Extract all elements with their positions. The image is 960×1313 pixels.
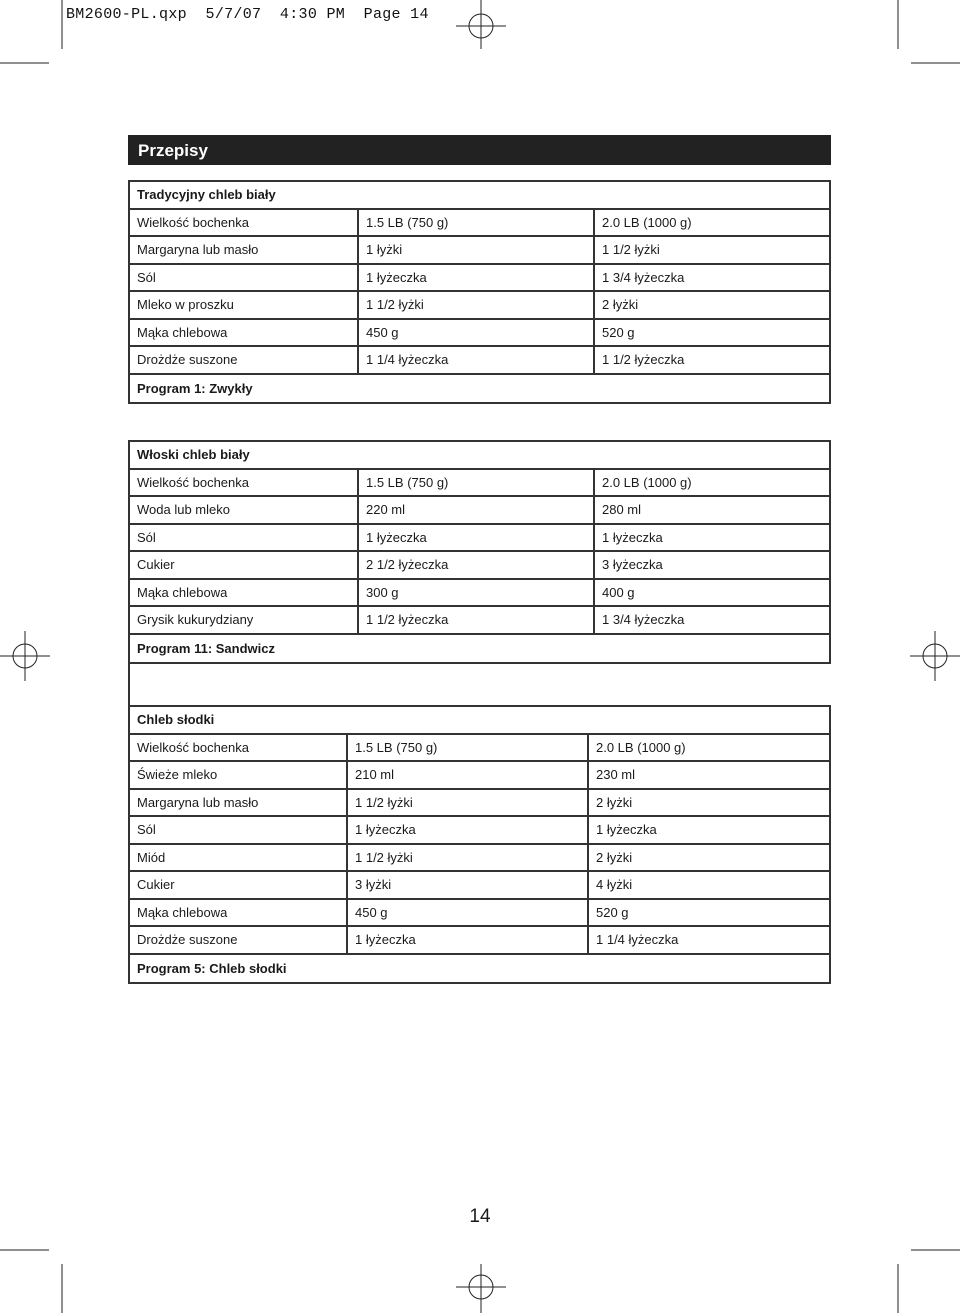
amount-large-cell: 1 łyżeczka <box>596 822 657 838</box>
amount-small-cell: 2 1/2 łyżeczka <box>359 552 595 578</box>
amount-small-cell: 300 g <box>359 580 595 606</box>
print-slug: BM2600-PL.qxp 5/7/07 4:30 PM Page 14 <box>66 6 429 23</box>
table-row <box>130 237 829 265</box>
ingredient-cell: Cukier <box>130 552 359 578</box>
amount-small-cell: 450 g <box>348 900 589 926</box>
table-row <box>130 900 829 928</box>
ingredient-cell: Sól <box>130 525 359 551</box>
amount-large-cell: 2.0 LB (1000 g) <box>602 214 692 230</box>
table-row <box>130 320 829 348</box>
ingredient-cell: Wielkość bochenka <box>130 210 359 236</box>
ingredient-cell: Grysik kukurydziany <box>130 607 359 633</box>
amount-large-cell: 1 1/4 łyżeczka <box>596 932 679 948</box>
amount-small-cell: 1 łyżeczka <box>359 525 595 551</box>
table-row <box>130 927 829 955</box>
amount-small-cell: 1 łyżeczka <box>348 817 589 843</box>
amount-large-cell: 4 łyżki <box>596 877 633 893</box>
recipe-title: Włoski chleb biały <box>130 442 829 470</box>
amount-small-cell: 1.5 LB (750 g) <box>359 470 595 496</box>
amount-large-cell: 520 g <box>596 904 629 920</box>
amount-large-cell: 2 łyżki <box>596 794 633 810</box>
ingredient-cell: Wielkość bochenka <box>130 735 348 761</box>
recipe-program: Program 1: Zwykły <box>137 380 253 396</box>
ingredient-cell: Sól <box>130 817 348 843</box>
amount-small-cell: 1 łyżeczka <box>348 927 589 953</box>
table-row <box>130 470 829 498</box>
recipe-table-sweet <box>128 705 831 984</box>
recipe-table-italian <box>128 440 831 664</box>
amount-small-cell: 1 łyżki <box>359 237 595 263</box>
table-row <box>130 580 829 608</box>
amount-large-cell: 1 łyżeczka <box>602 529 663 545</box>
amount-large-cell: 230 ml <box>596 767 636 783</box>
ingredient-cell: Drożdże suszone <box>130 347 359 373</box>
table-row <box>130 210 829 238</box>
amount-small-cell: 1 1/2 łyżki <box>359 292 595 318</box>
ingredient-cell: Mąka chlebowa <box>130 900 348 926</box>
table-row <box>130 872 829 900</box>
recipe-program: Program 11: Sandwicz <box>137 640 275 656</box>
amount-small-cell: 1.5 LB (750 g) <box>348 735 589 761</box>
table-row <box>130 762 829 790</box>
table-divider <box>128 661 130 706</box>
amount-large-cell: 2.0 LB (1000 g) <box>602 474 692 490</box>
ingredient-cell: Woda lub mleko <box>130 497 359 523</box>
table-row <box>130 552 829 580</box>
amount-large-cell: 280 ml <box>602 502 642 518</box>
ingredient-cell: Sól <box>130 265 359 291</box>
amount-small-cell: 1 1/2 łyżki <box>348 845 589 871</box>
ingredient-cell: Mąka chlebowa <box>130 580 359 606</box>
table-row <box>130 735 829 763</box>
ingredient-cell: Wielkość bochenka <box>130 470 359 496</box>
recipe-title: Chleb słodki <box>130 707 829 735</box>
table-row <box>130 607 829 635</box>
amount-large-cell: 1 1/2 łyżki <box>602 242 660 258</box>
amount-large-cell: 2.0 LB (1000 g) <box>596 739 686 755</box>
table-row <box>130 790 829 818</box>
ingredient-cell: Margaryna lub masło <box>130 790 348 816</box>
ingredient-cell: Świeże mleko <box>130 762 348 788</box>
recipe-table-traditional <box>128 180 831 404</box>
amount-small-cell: 1 1/4 łyżeczka <box>359 347 595 373</box>
table-row <box>130 265 829 293</box>
ingredient-cell: Mleko w proszku <box>130 292 359 318</box>
table-row <box>130 845 829 873</box>
recipe-title: Tradycyjny chleb biały <box>130 182 829 210</box>
ingredient-cell: Drożdże suszone <box>130 927 348 953</box>
amount-small-cell: 1 łyżeczka <box>359 265 595 291</box>
recipe-program: Program 5: Chleb słodki <box>137 960 287 976</box>
amount-large-cell: 400 g <box>602 584 635 600</box>
ingredient-cell: Margaryna lub masło <box>130 237 359 263</box>
amount-large-cell: 520 g <box>602 324 635 340</box>
amount-large-cell: 1 3/4 łyżeczka <box>602 612 685 628</box>
ingredient-cell: Miód <box>130 845 348 871</box>
amount-large-cell: 2 łyżki <box>602 297 639 313</box>
amount-small-cell: 210 ml <box>348 762 589 788</box>
amount-small-cell: 1.5 LB (750 g) <box>359 210 595 236</box>
amount-large-cell: 2 łyżki <box>596 849 633 865</box>
amount-large-cell: 1 1/2 łyżeczka <box>602 352 685 368</box>
table-row <box>130 347 829 375</box>
amount-small-cell: 1 1/2 łyżki <box>348 790 589 816</box>
ingredient-cell: Cukier <box>130 872 348 898</box>
amount-large-cell: 3 łyżeczka <box>602 557 663 573</box>
table-row <box>130 817 829 845</box>
amount-small-cell: 3 łyżki <box>348 872 589 898</box>
table-row <box>130 525 829 553</box>
table-row <box>130 497 829 525</box>
ingredient-cell: Mąka chlebowa <box>130 320 359 346</box>
amount-large-cell: 1 3/4 łyżeczka <box>602 269 685 285</box>
table-row <box>130 292 829 320</box>
amount-small-cell: 1 1/2 łyżeczka <box>359 607 595 633</box>
amount-small-cell: 450 g <box>359 320 595 346</box>
section-title: Przepisy <box>128 135 831 165</box>
page-number: 14 <box>469 1206 491 1227</box>
amount-small-cell: 220 ml <box>359 497 595 523</box>
